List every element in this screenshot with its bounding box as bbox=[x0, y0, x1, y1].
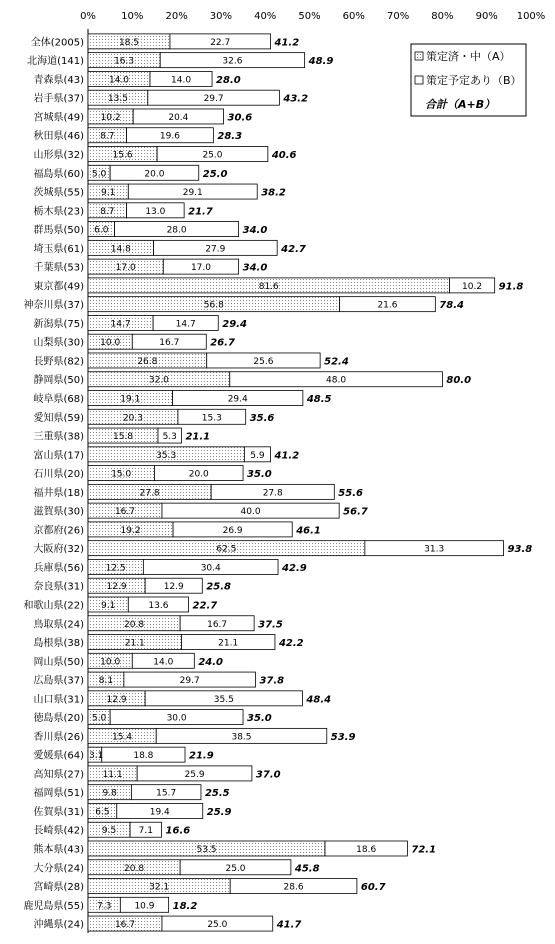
bar-row bbox=[33, 71, 240, 86]
value-label-b: 26.9 bbox=[222, 525, 243, 536]
x-tick-label: 100% bbox=[516, 11, 546, 22]
value-label-a: 20.3 bbox=[122, 413, 143, 424]
total-label: 25.5 bbox=[204, 788, 230, 800]
total-label: 60.7 bbox=[360, 882, 386, 894]
value-label-b: 18.8 bbox=[133, 751, 154, 762]
total-label: 56.7 bbox=[343, 506, 368, 518]
value-label-b: 25.0 bbox=[202, 150, 223, 161]
x-tick-label: 40% bbox=[254, 11, 277, 22]
category-label: 新潟県(75) bbox=[33, 318, 84, 330]
value-label-b: 30.0 bbox=[166, 713, 187, 724]
bar-row bbox=[33, 109, 252, 124]
category-label: 三重県(38) bbox=[33, 431, 84, 443]
legend-label-a: 策定済・中（A） bbox=[426, 50, 511, 63]
value-label-a: 6.5 bbox=[95, 807, 110, 818]
value-label-a: 62.5 bbox=[216, 544, 237, 555]
category-label: 宮崎県(28) bbox=[33, 882, 84, 894]
total-label: 91.8 bbox=[498, 281, 524, 293]
category-label: 神奈川県(37) bbox=[23, 300, 84, 312]
total-label: 28.3 bbox=[217, 131, 243, 143]
x-tick-label: 70% bbox=[386, 11, 410, 22]
total-label: 48.9 bbox=[308, 56, 334, 68]
category-label: 滋賀県(30) bbox=[33, 506, 84, 518]
value-label-a: 19.2 bbox=[120, 525, 141, 536]
category-label: 大分県(24) bbox=[33, 863, 84, 875]
value-label-b: 13.6 bbox=[148, 600, 169, 611]
total-label: 37.8 bbox=[259, 675, 285, 687]
value-label-b: 28.6 bbox=[283, 882, 304, 893]
category-label: 熊本県(43) bbox=[33, 844, 84, 856]
bar-row bbox=[27, 53, 333, 68]
total-label: 93.8 bbox=[507, 544, 533, 556]
category-label: 東京都(49) bbox=[33, 281, 84, 293]
value-label-b: 25.9 bbox=[184, 769, 205, 780]
total-label: 22.7 bbox=[192, 600, 218, 612]
total-label: 40.6 bbox=[271, 150, 297, 162]
category-label: 愛媛県(64) bbox=[33, 750, 84, 762]
total-label: 42.9 bbox=[282, 562, 307, 574]
total-label: 18.2 bbox=[172, 900, 198, 912]
value-label-a: 10.2 bbox=[100, 112, 121, 123]
value-label-b: 18.6 bbox=[356, 844, 377, 855]
bar-row bbox=[33, 503, 367, 518]
total-label: 48.4 bbox=[306, 694, 332, 706]
bar-row bbox=[33, 522, 320, 537]
total-label: 30.6 bbox=[227, 112, 253, 124]
category-label: 佐賀県(31) bbox=[33, 806, 84, 818]
value-label-a: 12.9 bbox=[106, 694, 127, 705]
value-label-a: 15.8 bbox=[112, 432, 134, 443]
total-label: 42.7 bbox=[281, 243, 306, 255]
value-label-a: 35.3 bbox=[156, 450, 177, 461]
legend bbox=[411, 44, 526, 116]
category-label: 奈良県(31) bbox=[33, 581, 84, 593]
value-label-a: 9.1 bbox=[100, 188, 116, 199]
value-label-a: 6.0 bbox=[94, 225, 109, 236]
category-label: 兵庫県(56) bbox=[33, 562, 84, 574]
x-tick-label: 10% bbox=[121, 11, 144, 22]
total-label: 21.9 bbox=[189, 750, 214, 762]
bar-row bbox=[33, 860, 319, 875]
value-label-a: 14.7 bbox=[110, 319, 131, 330]
value-label-a: 18.5 bbox=[118, 37, 140, 48]
value-label-b: 10.9 bbox=[134, 901, 155, 912]
total-label: 55.6 bbox=[338, 487, 363, 499]
value-label-b: 21.1 bbox=[218, 638, 239, 649]
category-label: 島根県(38) bbox=[33, 638, 84, 650]
category-label: 群馬県(50) bbox=[33, 225, 84, 237]
value-label-a: 9.8 bbox=[102, 788, 117, 799]
value-label-b: 10.2 bbox=[462, 281, 483, 292]
value-label-b: 17.0 bbox=[190, 263, 211, 274]
bar-row bbox=[33, 672, 284, 687]
value-label-b: 27.9 bbox=[205, 244, 226, 255]
value-label-b: 30.4 bbox=[200, 563, 221, 574]
bar-row bbox=[31, 34, 299, 49]
value-label-b: 16.7 bbox=[207, 619, 228, 630]
total-label: 41.7 bbox=[276, 919, 302, 931]
value-label-b: 14.7 bbox=[175, 319, 196, 330]
value-label-a: 19.1 bbox=[120, 394, 141, 405]
category-label: 山梨県(30) bbox=[33, 337, 84, 349]
bar-row bbox=[33, 653, 223, 668]
total-label: 41.2 bbox=[274, 450, 300, 462]
total-label: 72.1 bbox=[411, 844, 437, 856]
total-label: 25.0 bbox=[202, 168, 228, 180]
bar-row bbox=[33, 428, 210, 443]
total-label: 80.0 bbox=[446, 375, 472, 387]
category-label: 全体(2005) bbox=[30, 37, 84, 49]
value-label-b: 20.4 bbox=[168, 112, 189, 123]
value-label-a: 16.3 bbox=[114, 56, 135, 67]
value-label-b: 7.1 bbox=[138, 826, 153, 837]
bar-row bbox=[33, 466, 271, 481]
x-tick-label: 90% bbox=[475, 11, 498, 22]
total-label: 38.2 bbox=[261, 187, 286, 199]
value-label-b: 38.5 bbox=[231, 732, 252, 743]
total-label: 41.2 bbox=[274, 37, 300, 49]
total-label: 29.4 bbox=[222, 318, 247, 330]
total-label: 35.0 bbox=[247, 469, 272, 481]
total-label: 35.0 bbox=[247, 713, 272, 725]
value-label-a: 20.8 bbox=[124, 863, 145, 874]
value-label-a: 16.7 bbox=[114, 507, 136, 518]
bar-row bbox=[33, 841, 436, 856]
category-label: 大阪府(32) bbox=[33, 544, 84, 556]
x-tick-label: 80% bbox=[431, 11, 454, 22]
value-label-b: 20.0 bbox=[144, 169, 165, 180]
total-label: 35.6 bbox=[249, 412, 275, 424]
total-label: 26.7 bbox=[210, 337, 235, 349]
category-label: 長野県(82) bbox=[33, 356, 84, 368]
value-label-a: 14.8 bbox=[110, 244, 131, 255]
total-label: 34.0 bbox=[242, 225, 268, 237]
category-label: 岐阜県(68) bbox=[33, 394, 84, 406]
category-label: 高知県(27) bbox=[33, 769, 84, 781]
bar-row bbox=[33, 916, 301, 931]
value-label-a: 13.5 bbox=[107, 94, 128, 105]
value-label-a: 9.1 bbox=[100, 600, 116, 611]
bar-row bbox=[33, 147, 296, 162]
value-label-b: 14.0 bbox=[171, 75, 192, 86]
bar-row bbox=[33, 559, 306, 574]
value-label-a: 14.0 bbox=[108, 75, 130, 86]
value-label-a: 15.6 bbox=[112, 150, 133, 161]
value-label-a: 16.7 bbox=[114, 920, 136, 931]
value-label-b: 20.0 bbox=[188, 469, 209, 480]
value-label-a: 12.9 bbox=[106, 582, 127, 593]
category-label: 広島県(37) bbox=[33, 675, 84, 687]
bar-row bbox=[33, 541, 532, 556]
category-label: 青森県(43) bbox=[33, 74, 84, 86]
value-label-b: 31.3 bbox=[424, 544, 445, 555]
bar-row bbox=[33, 353, 348, 368]
value-label-a: 20.8 bbox=[124, 619, 145, 630]
value-label-b: 28.0 bbox=[166, 225, 187, 236]
value-label-b: 29.1 bbox=[182, 188, 203, 199]
total-label: 48.5 bbox=[306, 394, 332, 406]
legend-swatch-b bbox=[415, 76, 423, 84]
value-label-b: 5.3 bbox=[162, 432, 177, 443]
category-label: 千葉県(53) bbox=[33, 262, 84, 274]
value-label-b: 27.8 bbox=[262, 488, 283, 499]
bar-row bbox=[33, 203, 212, 218]
total-label: 21.1 bbox=[185, 431, 211, 443]
bar-row bbox=[33, 803, 231, 818]
total-label: 52.4 bbox=[324, 356, 349, 368]
value-label-a: 3.1 bbox=[89, 751, 104, 762]
category-label: 岡山県(50) bbox=[33, 656, 84, 668]
bar-row bbox=[33, 822, 190, 837]
bar-row bbox=[33, 334, 235, 349]
bar-row bbox=[33, 616, 282, 631]
bar-row bbox=[33, 222, 267, 237]
value-label-b: 5.9 bbox=[250, 450, 265, 461]
category-label: 石川県(20) bbox=[33, 469, 84, 481]
bar-row bbox=[33, 391, 331, 406]
value-label-a: 27.8 bbox=[139, 488, 160, 499]
value-label-a: 32.1 bbox=[149, 882, 170, 893]
bar-row bbox=[33, 259, 267, 274]
category-label: 富山県(17) bbox=[33, 450, 84, 462]
value-label-a: 7.3 bbox=[97, 901, 112, 912]
value-label-b: 25.0 bbox=[225, 863, 246, 874]
value-label-b: 14.0 bbox=[153, 657, 174, 668]
value-label-b: 19.6 bbox=[159, 131, 180, 142]
total-label: 53.9 bbox=[330, 731, 356, 743]
value-label-b: 25.6 bbox=[253, 356, 274, 367]
bar-row bbox=[33, 691, 331, 706]
total-label: 78.4 bbox=[439, 300, 464, 312]
x-tick-label: 0% bbox=[80, 11, 96, 22]
bar-row bbox=[33, 372, 471, 387]
category-label: 鳥取県(24) bbox=[33, 619, 84, 631]
total-label: 24.0 bbox=[198, 656, 224, 668]
bar-rows bbox=[23, 34, 532, 931]
legend-swatch-a bbox=[415, 52, 423, 60]
value-label-a: 81.6 bbox=[258, 281, 279, 292]
category-label: 福岡県(51) bbox=[33, 788, 84, 800]
category-label: 和歌山県(22) bbox=[23, 600, 84, 612]
x-tick-label: 30% bbox=[209, 11, 233, 22]
category-label: 福島県(60) bbox=[33, 168, 84, 180]
bar-row bbox=[33, 747, 213, 762]
value-label-a: 10.0 bbox=[100, 657, 121, 668]
total-label: 37.5 bbox=[258, 619, 283, 631]
total-label: 16.6 bbox=[165, 825, 191, 837]
value-label-a: 26.8 bbox=[137, 356, 158, 367]
value-label-a: 9.5 bbox=[101, 826, 117, 837]
total-label: 25.8 bbox=[206, 581, 231, 593]
category-label: 愛知県(59) bbox=[33, 412, 84, 424]
value-label-a: 5.0 bbox=[91, 169, 107, 180]
category-label: 北海道(141) bbox=[27, 56, 84, 68]
value-label-b: 16.7 bbox=[159, 338, 180, 349]
value-label-a: 56.8 bbox=[203, 300, 224, 311]
value-label-b: 35.5 bbox=[213, 694, 234, 705]
bar-row bbox=[23, 897, 197, 912]
total-label: 43.2 bbox=[283, 93, 309, 105]
bar-row bbox=[33, 278, 523, 293]
total-label: 28.0 bbox=[216, 74, 241, 86]
bar-row bbox=[23, 297, 464, 312]
total-label: 42.2 bbox=[278, 638, 304, 650]
value-label-b: 21.6 bbox=[377, 300, 398, 311]
bar-row bbox=[33, 766, 280, 781]
category-label: 沖縄県(24) bbox=[33, 919, 84, 931]
bar-row bbox=[23, 597, 217, 612]
bar-row bbox=[33, 484, 363, 499]
category-label: 香川県(26) bbox=[33, 731, 84, 743]
category-label: 山形県(32) bbox=[33, 150, 84, 162]
value-label-a: 5.0 bbox=[91, 713, 107, 724]
bar-row bbox=[33, 785, 229, 800]
bar-row bbox=[33, 447, 299, 462]
bar-row bbox=[33, 165, 227, 180]
category-label: 茨城県(55) bbox=[33, 187, 84, 199]
category-label: 栃木県(23) bbox=[33, 206, 84, 218]
total-label: 45.8 bbox=[294, 863, 320, 875]
legend-label-b: 策定予定あり（B） bbox=[426, 74, 522, 87]
legend-total-label: 合計（A+B） bbox=[425, 98, 496, 111]
category-label: 岩手県(37) bbox=[33, 93, 84, 105]
bar-row bbox=[33, 879, 385, 894]
category-label: 京都府(26) bbox=[33, 525, 84, 537]
bar-row bbox=[33, 728, 355, 743]
bar-row bbox=[33, 409, 274, 424]
category-label: 徳島県(20) bbox=[33, 713, 84, 725]
bar-row bbox=[33, 710, 271, 725]
value-label-a: 17.0 bbox=[115, 263, 136, 274]
category-label: 埼玉県(61) bbox=[33, 243, 84, 255]
value-label-b: 15.7 bbox=[156, 788, 177, 799]
x-tick-label: 20% bbox=[165, 11, 188, 22]
value-label-b: 29.4 bbox=[227, 394, 248, 405]
value-label-b: 15.3 bbox=[201, 413, 222, 424]
value-label-b: 32.6 bbox=[222, 56, 243, 67]
category-label: 長崎県(42) bbox=[33, 825, 84, 837]
value-label-a: 10.0 bbox=[100, 338, 121, 349]
category-label: 山口県(31) bbox=[33, 694, 84, 706]
value-label-b: 29.7 bbox=[179, 676, 200, 687]
value-label-a: 11.1 bbox=[102, 769, 123, 780]
value-label-b: 29.7 bbox=[203, 94, 224, 105]
bar-row bbox=[33, 315, 246, 330]
value-label-b: 40.0 bbox=[240, 507, 261, 518]
value-label-a: 32.0 bbox=[148, 375, 169, 386]
value-label-a: 8.1 bbox=[98, 676, 114, 687]
value-label-b: 22.7 bbox=[210, 37, 231, 48]
category-label: 鹿児島県(55) bbox=[23, 900, 84, 912]
category-label: 静岡県(50) bbox=[33, 375, 84, 387]
bar-row bbox=[33, 635, 303, 650]
value-label-a: 15.0 bbox=[111, 469, 132, 480]
value-label-b: 13.0 bbox=[145, 206, 166, 217]
category-label: 福井県(18) bbox=[33, 487, 84, 499]
bar-row bbox=[33, 184, 285, 199]
category-label: 宮城県(49) bbox=[33, 112, 84, 124]
category-label: 秋田県(46) bbox=[33, 131, 84, 143]
value-label-b: 19.4 bbox=[149, 807, 170, 818]
bar-row bbox=[33, 578, 231, 593]
value-label-b: 48.0 bbox=[326, 375, 347, 386]
value-label-a: 12.5 bbox=[105, 563, 126, 574]
total-label: 25.9 bbox=[206, 806, 232, 818]
bar-row bbox=[33, 240, 305, 255]
total-label: 46.1 bbox=[296, 525, 321, 537]
total-label: 37.0 bbox=[255, 769, 281, 781]
x-tick-label: 60% bbox=[342, 11, 365, 22]
value-label-a: 21.1 bbox=[124, 638, 145, 649]
x-tick-label: 50% bbox=[298, 11, 321, 22]
total-label: 34.0 bbox=[242, 262, 268, 274]
value-label-a: 15.4 bbox=[112, 732, 133, 743]
value-label-a: 8.7 bbox=[100, 206, 115, 217]
value-label-b: 25.0 bbox=[207, 920, 228, 931]
total-label: 21.7 bbox=[188, 206, 213, 218]
value-label-b: 12.9 bbox=[163, 582, 184, 593]
value-label-a: 8.7 bbox=[100, 131, 115, 142]
bar-row bbox=[33, 90, 308, 105]
value-label-a: 53.5 bbox=[196, 844, 217, 855]
bar-row bbox=[33, 128, 242, 143]
